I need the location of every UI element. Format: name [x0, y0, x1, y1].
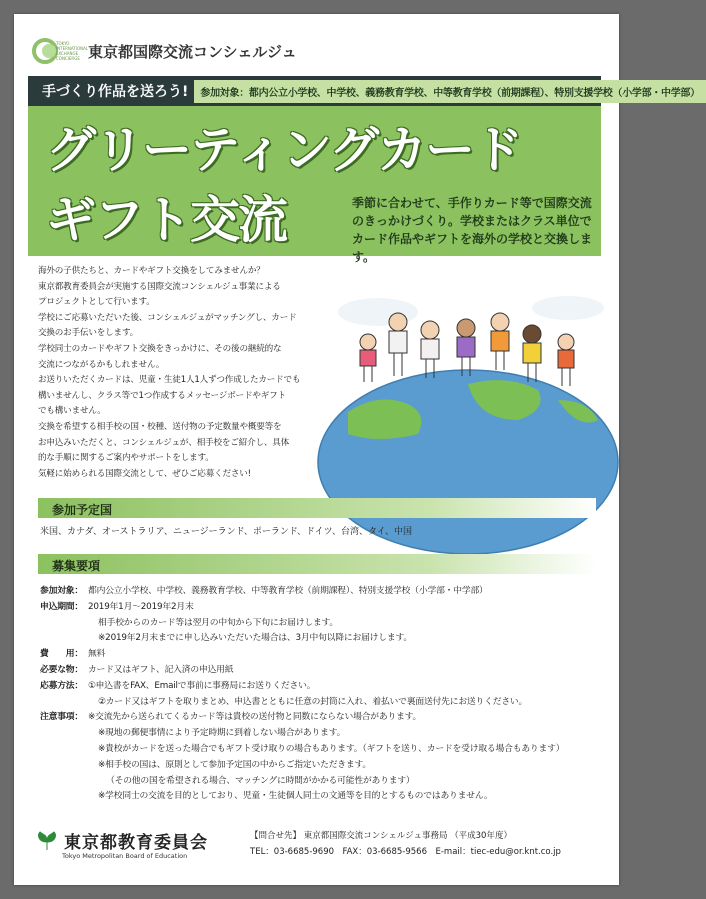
children-globe-illustration: [318, 272, 610, 450]
board-logo: [36, 828, 208, 853]
guideline-note: ※学校同士の交流を目的としており、児童・生徒個人同士の文通等を目的とするものではありません。: [98, 791, 493, 802]
intro-line: 学校同士のカードやギフト交換をきっかけに、その後の継続的な: [38, 343, 282, 354]
child-figure: [389, 313, 407, 376]
intro-line: 構いませんし、クラス等で1つ作成するメッセージボードやギフト: [38, 390, 286, 401]
guidelines-details: [40, 584, 600, 805]
guideline-apply-step: ②カード又はギフトを取りまとめ、申込書とともに任意の封筒に入れ、着払いで裏面送付先にお送りください。: [98, 696, 528, 707]
child-figure: [523, 325, 541, 382]
contact-info: [250, 828, 561, 860]
intro-line: お申込みいただくと、コンシェルジュが、相手校をご紹介し、具体: [38, 437, 290, 448]
section-heading-guidelines: 募集要項: [38, 554, 596, 574]
guideline-note: （その他の国を希望される場合、マッチングに時間がかかる可能性があります）: [106, 775, 415, 786]
intro-line: お送りいただくカードは、児童・生徒1人1人ずつ作成したカードでも: [38, 375, 301, 386]
hero-description: 季節に合わせて、手作りカード等で国際交流のきっかけづくり。学校またはクラス単位でカード作品やギフトを海外の学校と交換します。: [352, 196, 593, 264]
ginkgo-leaf-icon: [36, 830, 58, 852]
guideline-row-apply: 応募方法： ①申込書をFAX、Emailで事前に事務局にお送りください。: [40, 680, 316, 691]
footer: [32, 822, 602, 866]
child-figure: [457, 319, 475, 376]
guideline-note: ※貴校がカードを送った場合でもギフト受け取りの場合もあります。（ギフトを送り、カードを受け取る場合もあります）: [98, 743, 565, 754]
intro-line: 学校にご応募いただいた後、コンシェルジュがマッチングし、カード: [38, 312, 297, 323]
intro-line: プロジェクトとして行います。: [38, 297, 155, 308]
guideline-period-note: ※2019年2月末までに申し込みいただいた場合は、3月中旬以降にお届けします。: [98, 633, 412, 644]
intro-line: 交換のお手伝いをします。: [38, 328, 139, 339]
board-name: 東京都教育委員会: [64, 833, 208, 853]
intro-line: 海外の子供たちと、カードやギフト交換をしてみませんか？: [38, 266, 265, 276]
section-heading-countries: 参加予定国: [38, 498, 596, 518]
guideline-row-notes: 注意事項： ※交流先から送られてくるカード等は貴校の送付物と同数にならない場合があります。: [40, 712, 422, 723]
guideline-row-period: 申込期間： 2019年1月〜2019年2月末: [40, 601, 194, 612]
intro-line: 的な手順に関するご案内やサポートをします。: [38, 453, 214, 464]
band-tagline: 手づくり作品を送ろう!: [42, 84, 189, 100]
board-name-english: Tokyo Metropolitan Board of Education: [62, 852, 188, 860]
guideline-note: ※相手校の国は、原則として参加予定国の中からご指定いただきます。: [98, 759, 371, 770]
intro-line: 交換を希望する相手校の国・校種、送付物の予定数量や概要等を: [38, 421, 282, 432]
hero-title-line2: ギフト交流: [46, 191, 286, 249]
intro-line: でも構いません。: [38, 406, 106, 417]
intro-text: [38, 264, 338, 482]
intro-line: 東京都教育委員会が実施する国際交流コンシェルジュ事業による: [38, 281, 281, 292]
guideline-note: ※現地の郵便事情により予定時期に到着しない場合があります。: [98, 728, 346, 739]
contact-line: 【問合せ先】 東京都国際交流コンシェルジュ事務局 （平成30年度）: [250, 831, 512, 841]
flyer-page: [14, 14, 700, 885]
guideline-period-note: 相手校からのカード等は翌月の中旬から下旬にお届けします。: [98, 617, 339, 628]
guideline-row-cost: 費 用： 無料: [40, 649, 106, 660]
hero-banner: [28, 106, 601, 264]
concierge-logo-icon: TOKYO INTERNATIONAL EXCHANGE CONCIERGE: [32, 36, 78, 66]
guideline-row-target: 参加対象： 都内公立小学校、中学校、義務教育学校、中等教育学校（前期課程）、特別支援学校（小学部・中学部）: [40, 586, 488, 596]
intro-line: 気軽に始められる国際交流として、ぜひご応募ください!: [38, 468, 251, 479]
contact-line: TEL：03-6685-9690 FAX：03-6685-9566 E-mail：tiec-edu@or.knt.co.jp: [250, 847, 561, 857]
guideline-row-items: 必要な物： カード又はギフト、記入済の申込用紙: [40, 664, 234, 675]
org-name: 東京都国際交流コンシェルジュ: [88, 42, 297, 61]
band-target-text: 参加対象：都内公立小学校、中学校、義務教育学校、中等教育学校（前期課程）、特別支援学校（小学部・中学部）: [194, 80, 705, 103]
child-figure: [421, 321, 439, 378]
hero-title-line1: グリーティングカード: [46, 121, 521, 179]
child-figure: [491, 313, 509, 370]
countries-list: 米国、カナダ、オーストラリア、ニュージーランド、ポーランド、ドイツ、台湾、タイ、中国: [40, 527, 412, 537]
target-band: [28, 76, 700, 106]
child-figure: [558, 334, 574, 386]
header-logo-row: [32, 34, 297, 68]
child-figure: [360, 334, 376, 382]
intro-line: 交流につながるかもしれません。: [38, 359, 165, 370]
